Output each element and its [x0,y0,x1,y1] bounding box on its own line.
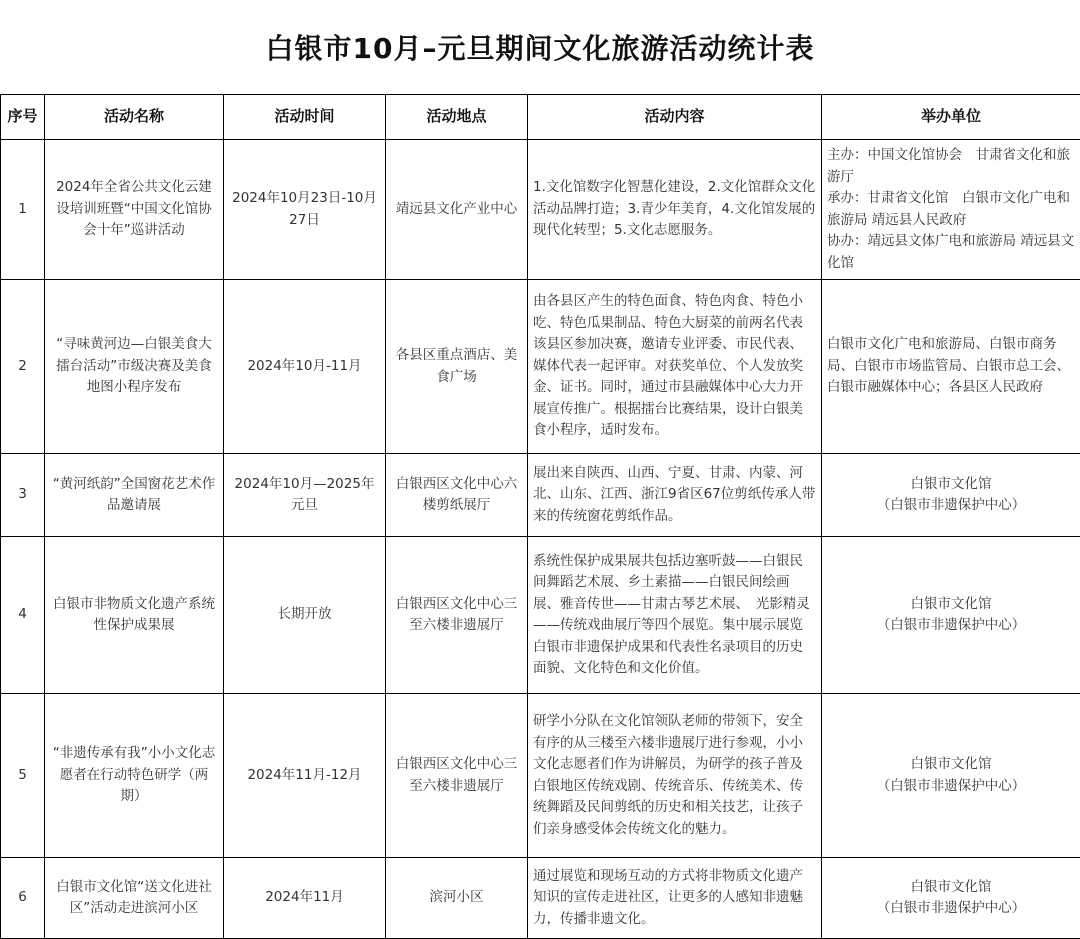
sheet-title: 白银市10月–元旦期间文化旅游活动统计表 [0,0,1080,95]
table-row [1,454,1080,537]
cell-time: 2024年11月 [224,858,386,939]
organizer-line: 白银市文化馆 [827,877,1075,899]
cell-no: 4 [1,537,45,694]
cell-time: 长期开放 [224,537,386,694]
cell-organizer [822,140,1080,280]
organizer-line: 主办：中国文化馆协会 甘肃省文化和旅游厅 [827,145,1075,188]
cell-time: 2024年10月23日-10月27日 [224,140,386,280]
header-name: 活动名称 [45,95,224,140]
organizer-line: 白银市文化馆 [827,754,1075,776]
cell-place: 各县区重点酒店、美食广场 [386,280,528,454]
header-place: 活动地点 [386,95,528,140]
cell-organizer [822,537,1080,694]
cell-organizer [822,454,1080,537]
cell-time: 2024年10月—2025年元旦 [224,454,386,537]
cell-place: 滨河小区 [386,858,528,939]
table-row [1,280,1080,454]
organizer-line: 白银市文化馆 [827,474,1075,496]
cell-organizer [822,694,1080,858]
cell-no: 6 [1,858,45,939]
cell-name: 白银市文化馆“送文化进社区”活动走进滨河小区 [45,858,224,939]
cell-place: 白银西区文化中心三至六楼非遗展厅 [386,694,528,858]
cell-place: 靖远县文化产业中心 [386,140,528,280]
cell-no: 3 [1,454,45,537]
table-row [1,858,1080,939]
cell-no: 1 [1,140,45,280]
cell-content: 研学小分队在文化馆领队老师的带领下，安全有序的从三楼至六楼非遗展厅进行参观，小小文化志愿者们作为讲解员，为研学的孩子普及白银地区传统戏剧、传统音乐、传统美术、传统舞蹈及民间剪纸的历史和相关技艺，让孩子们亲身感受体会传统文化的魅力。 [528,694,822,858]
organizer-line: 白银市文化馆 [827,594,1075,616]
cell-name: 2024年全省公共文化云建设培训班暨“中国文化馆协会十年”巡讲活动 [45,140,224,280]
table-row [1,140,1080,280]
table-row [1,694,1080,858]
cell-place: 白银西区文化中心三至六楼非遗展厅 [386,537,528,694]
cell-name: “非遗传承有我”小小文化志愿者在行动特色研学（两期） [45,694,224,858]
organizer-line: （白银市非遗保护中心） [827,898,1075,920]
cell-name: “黄河纸韵”全国窗花艺术作品邀请展 [45,454,224,537]
cell-content: 由各县区产生的特色面食、特色肉食、特色小吃、特色瓜果制品、特色大厨菜的前两名代表该县区参加决赛，邀请专业评委、市民代表、媒体代表一起评审。对获奖单位、个人发放奖金、证书。同时，通过市县融媒体中心大力开展宣传推广。根据擂台比赛结果，设计白银美食小程序，适时发布。 [528,280,822,454]
organizer-line: 协办：靖远县文体广电和旅游局 靖远县文化馆 [827,231,1075,274]
organizer-line: （白银市非遗保护中心） [827,495,1075,517]
cell-time: 2024年10月-11月 [224,280,386,454]
cell-time: 2024年11月-12月 [224,694,386,858]
cell-content: 1.文化馆数字化智慧化建设，2.文化馆群众文化活动品牌打造；3.青少年美育，4.文化馆发展的现代化转型；5.文化志愿服务。 [528,140,822,280]
header-organizer: 举办单位 [822,95,1080,140]
header-row [1,95,1080,140]
header-content: 活动内容 [528,95,822,140]
cell-organizer [822,280,1080,454]
cell-organizer [822,858,1080,939]
organizer-line: 承办：甘肃省文化馆 白银市文化广电和旅游局 靖远县人民政府 [827,188,1075,231]
cell-content: 展出来自陕西、山西、宁夏、甘肃、内蒙、河北、山东、江西、浙江9省区67位剪纸传承人带来的传统窗花剪纸作品。 [528,454,822,537]
cell-name: 白银市非物质文化遗产系统性保护成果展 [45,537,224,694]
cell-content: 通过展览和现场互动的方式将非物质文化遗产知识的宣传走进社区，让更多的人感知非遗魅力，传播非遗文化。 [528,858,822,939]
cell-place: 白银西区文化中心六楼剪纸展厅 [386,454,528,537]
cell-name: “寻味黄河边—白银美食大擂台活动”市级决赛及美食地图小程序发布 [45,280,224,454]
header-time: 活动时间 [224,95,386,140]
cell-content: 系统性保护成果展共包括边塞听鼓——白银民间舞蹈艺术展、乡土素描——白银民间绘画展、雅音传世——甘肃古琴艺术展、 光影精灵——传统戏曲展厅等四个展览。集中展示展览白银市非遗保护成果和代表性名录项目的历史面貌、文化特色和文化价值。 [528,537,822,694]
cell-no: 5 [1,694,45,858]
table-row [1,537,1080,694]
activity-table [0,94,1080,939]
cell-no: 2 [1,280,45,454]
organizer-line: （白银市非遗保护中心） [827,776,1075,798]
organizer-line: （白银市非遗保护中心） [827,615,1075,637]
organizer-line: 白银市文化广电和旅游局、白银市商务局、白银市市场监管局、白银市总工会、白银市融媒体中心；各县区人民政府 [827,334,1075,399]
header-no: 序号 [1,95,45,140]
